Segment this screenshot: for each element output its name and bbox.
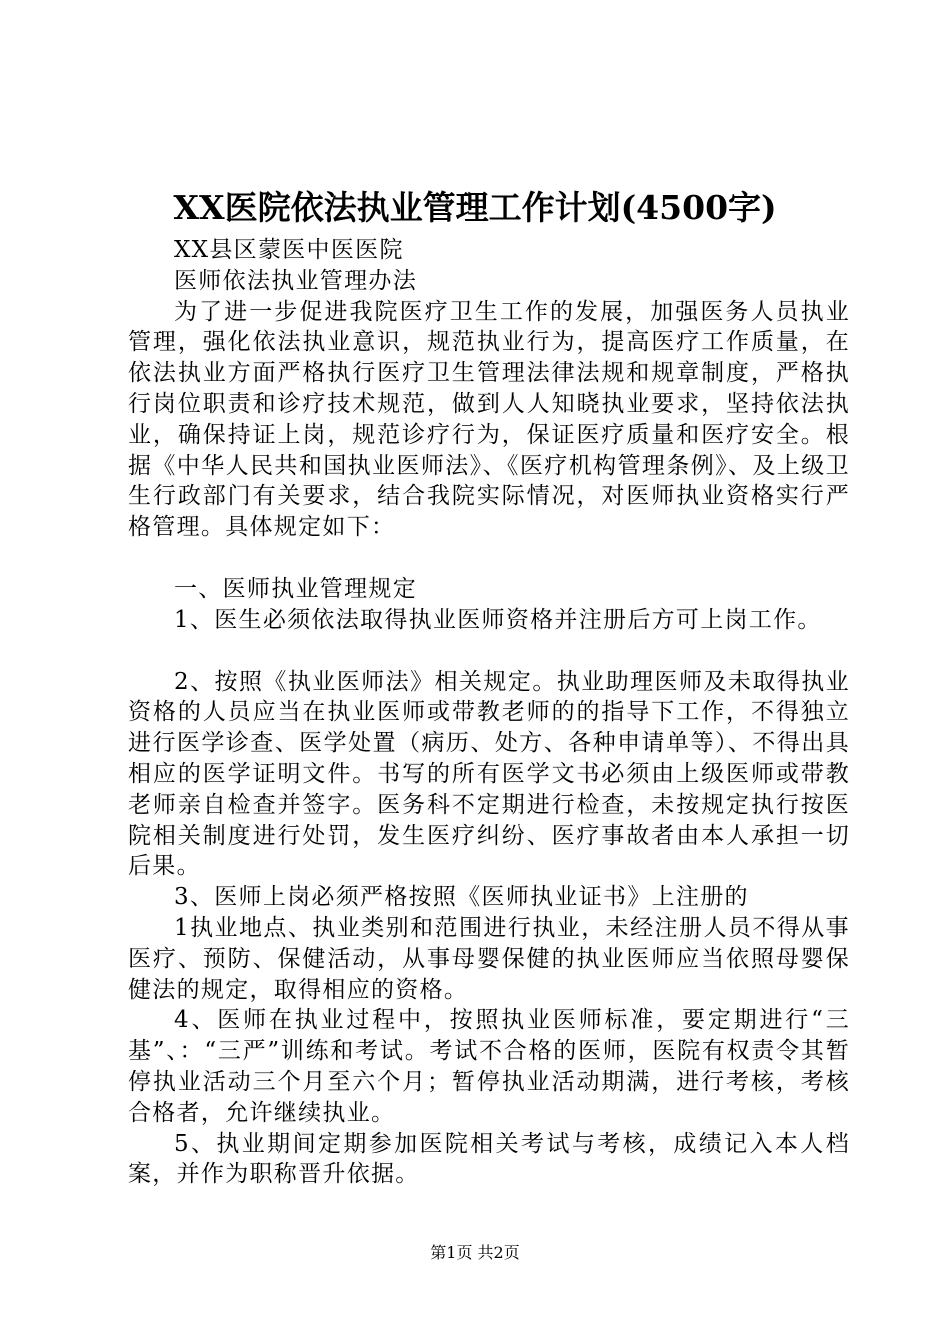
section-heading: 一、医师执业管理规定 <box>174 575 417 602</box>
rule-item-1: 1、医生必须依法取得执业医师资格并注册后方可上岗工作。 <box>174 606 822 633</box>
hospital-name: XX县区蒙医中医医院 <box>174 237 404 263</box>
rule-item-5: 5、执业期间定期参加医院相关考试与考核，成绩记入本人档案，并作为职称晋升依据。 <box>128 1130 850 1188</box>
document-title: XX医院依法执业管理工作计划(4500字) <box>173 188 777 227</box>
rule-item-3: 3、医师上岗必须严格按照《医师执业证书》上注册的 <box>174 884 749 911</box>
rule-item-3-continued: 1执业地点、执业类别和范围进行执业，未经注册人员不得从事医疗、预防、保健活动，从事母婴保健的执业医师应当依照母婴保健法的规定，取得相应的资格。 <box>128 914 850 1003</box>
rule-item-2: 2、按照《执业医师法》相关规定。执业助理医师及未取得执业资格的人员应当在执业医师或带教老师的的指导下工作，不得独立进行医学诊查、医学处置（病历、处方、各种申请单等）、不得出具相应的医学证明文件。书写的所有医学文书必须由上级医师或带教老师亲自检查并签字。医务科不定期进行检查，未按规定执行按医院相关制度进行处罚，发生医疗纠纷、医疗事故者由本人承担一切后果。 <box>128 668 850 880</box>
rule-item-4: 4、医师在执业过程中，按照执业医师标准，要定期进行“三基”、：“三严”训练和考试。考试不合格的医师，医院有权责令其暂停执业活动三个月至六个月；暂停执业活动期满，进行考核，考核合格者，允许继续执业。 <box>128 1007 850 1126</box>
intro-paragraph: 为了进一步促进我院医疗卫生工作的发展，加强医务人员执业管理，强化依法执业意识，规范执业行为，提高医疗工作质量，在依法执业方面严格执行医疗卫生管理法律法规和规章制度，严格执行岗位职责和诊疗技术规范，做到人人知晓执业要求，坚持依法执业，确保持证上岗，规范诊疗行为，保证医疗质量和医疗安全。根据《中华人民共和国执业医师法》、《医疗机构管理条例》、及上级卫生行政部门有关要求，结合我院实际情况，对医师执业资格实行严格管理。具体规定如下： <box>128 298 850 541</box>
page-number-footer: 第1页 共2页 <box>430 1243 520 1262</box>
regulation-title: 医师依法执业管理办法 <box>174 267 417 294</box>
document-body <box>128 235 850 1190</box>
